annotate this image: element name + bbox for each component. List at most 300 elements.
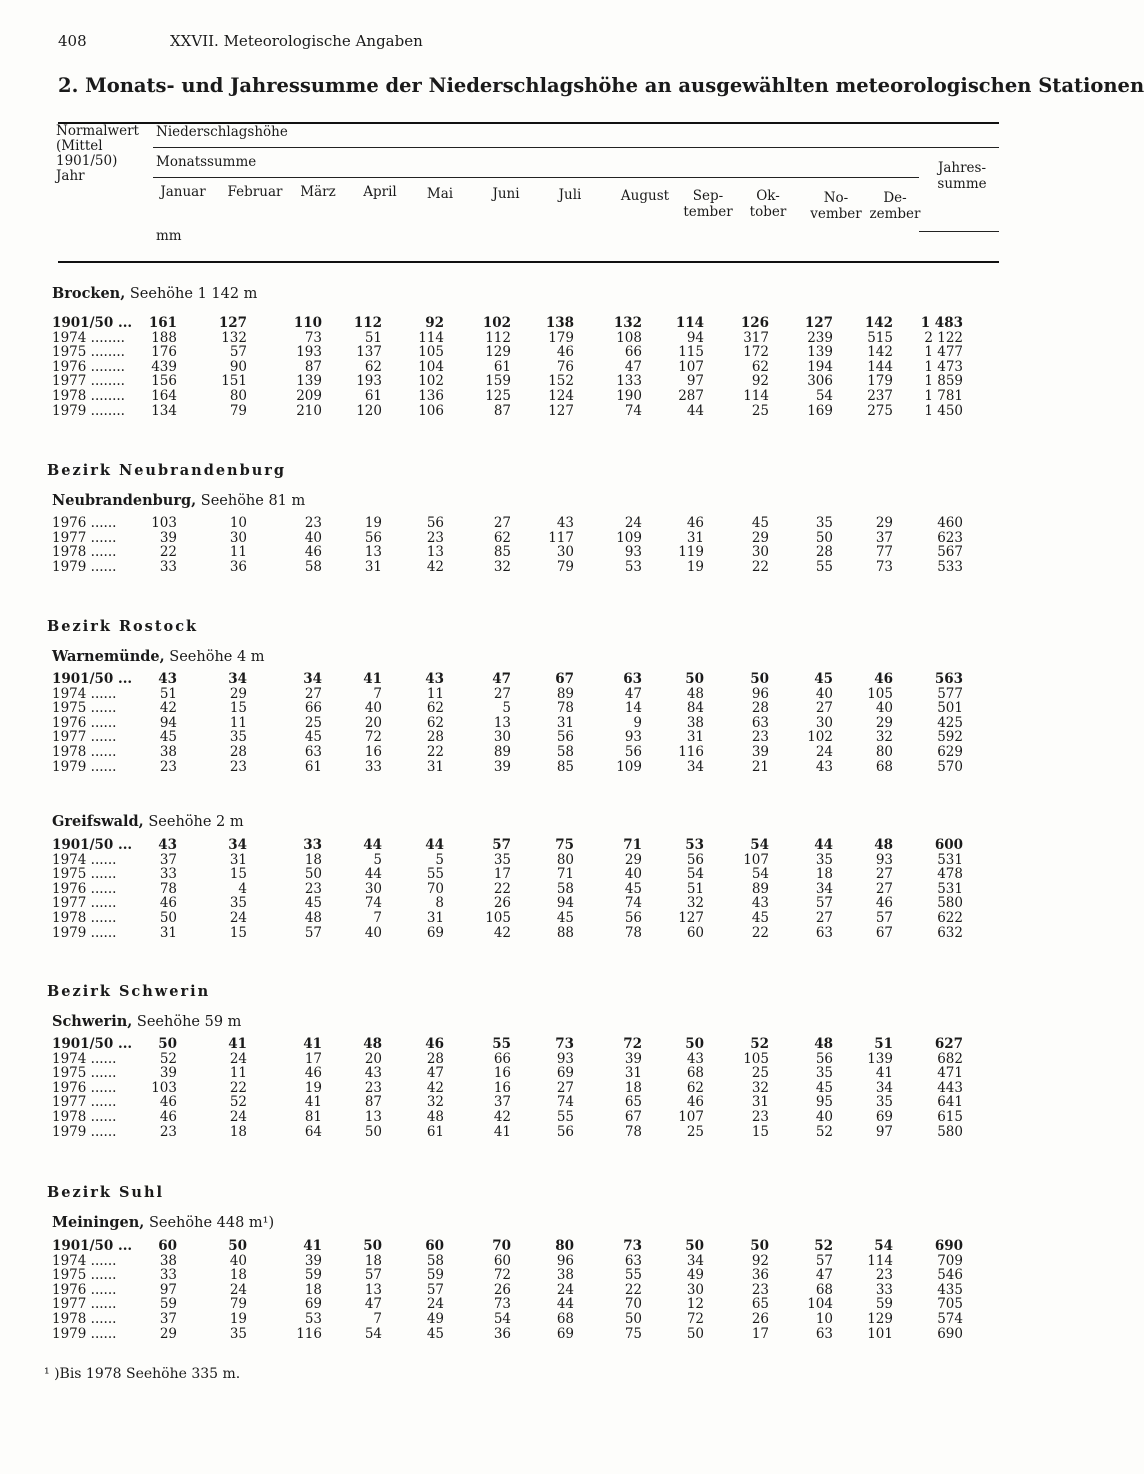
month-value-cell: 45 [624,880,642,897]
month-value-cell: 32 [493,558,511,575]
month-value-cell: 34 [815,880,833,897]
annual-sum-cell: 632 [937,924,963,941]
month-value-cell: 80 [555,1238,574,1254]
month-value-cell: 31 [686,529,704,546]
month-value-cell: 4 [238,880,247,897]
month-value-cell: 31 [624,1065,642,1082]
month-value-cell: 46 [304,544,322,561]
month-value-cell: 29 [875,714,893,731]
annual-sum-cell: 443 [937,1079,963,1096]
month-value-cell: 26 [751,1310,769,1327]
month-value-cell: 39 [304,1252,322,1269]
month-value-cell: 35 [815,515,833,531]
month-value-cell: 144 [867,358,893,375]
month-value-cell: 54 [815,387,833,404]
table-row [52,687,1012,702]
table-row [52,560,1012,575]
month-value-cell: 142 [867,344,893,361]
month-value-cell: 25 [304,714,322,731]
month-value-cell: 29 [229,685,247,702]
month-value-cell: 209 [296,387,322,404]
month-value-cell: 31 [751,1094,769,1111]
month-value-cell: 17 [751,1325,769,1342]
month-value-cell: 57 [815,895,833,912]
month-value-cell: 63 [304,743,322,760]
year-cell: 1976 ...... [52,714,117,731]
year-cell: 1979 ...... [52,558,117,575]
table-row [52,882,1012,897]
month-value-cell: 46 [874,671,893,687]
month-value-cell: 127 [548,402,574,419]
month-value-cell: 159 [485,373,511,390]
month-heading-line: August [620,188,670,204]
month-value-cell: 23 [751,1281,769,1298]
district-heading: Bezirk Neubrandenburg [47,462,287,479]
month-value-cell: 179 [548,329,574,346]
table-row [52,516,1012,531]
station-rows [52,516,1012,574]
month-value-cell: 5 [373,851,382,868]
month-value-cell: 24 [229,1281,247,1298]
month-value-cell: 42 [426,558,444,575]
month-value-cell: 14 [624,700,642,717]
month-value-cell: 112 [485,329,511,346]
month-value-cell: 36 [493,1325,511,1342]
month-value-cell: 73 [304,329,322,346]
month-value-cell: 56 [556,729,574,746]
month-value-cell: 78 [624,924,642,941]
month-value-cell: 90 [229,358,247,375]
month-value-cell: 15 [229,866,247,883]
month-value-cell: 27 [815,700,833,717]
table-row [52,730,1012,745]
rule-group [153,147,999,148]
month-value-cell: 23 [751,729,769,746]
year-cell: 1975 ........ [52,344,125,361]
table-row [52,389,1012,404]
month-value-cell: 37 [493,1094,511,1111]
month-value-cell: 55 [492,1036,511,1052]
month-value-cell: 18 [304,851,322,868]
year-cell: 1977 ...... [52,1094,117,1111]
month-value-cell: 93 [556,1050,574,1067]
year-cell: 1977 ...... [52,729,117,746]
month-value-cell: 23 [304,880,322,897]
month-value-cell: 24 [229,1108,247,1125]
month-value-cell: 33 [159,866,177,883]
month-value-cell: 40 [304,529,322,546]
station-name: Warnemünde, [52,648,165,665]
month-value-cell: 190 [616,387,642,404]
month-heading-line: tember [683,204,733,220]
month-value-cell: 43 [364,1065,382,1082]
month-value-cell: 176 [151,344,177,361]
month-value-cell: 54 [874,1238,893,1254]
month-value-cell: 57 [229,344,247,361]
month-value-cell: 30 [815,714,833,731]
month-value-cell: 237 [867,387,893,404]
month-value-cell: 43 [815,758,833,775]
year-cell: 1978 ...... [52,743,117,760]
month-value-cell: 18 [364,1252,382,1269]
year-cell: 1978 ...... [52,1108,117,1125]
month-value-cell: 26 [493,1281,511,1298]
month-value-cell: 69 [556,1325,574,1342]
month-value-cell: 47 [624,358,642,375]
year-cell: 1979 ........ [52,402,125,419]
month-value-cell: 19 [364,515,382,531]
month-value-cell: 27 [493,685,511,702]
month-value-cell: 109 [616,529,642,546]
month-value-cell: 239 [807,329,833,346]
month-value-cell: 23 [364,1079,382,1096]
station-elevation: Seehöhe 2 m [143,814,244,830]
month-value-cell: 169 [807,402,833,419]
group-heading: Niederschlagshöhe [156,124,288,140]
month-value-cell: 65 [751,1296,769,1313]
table-row [52,1037,1012,1052]
district-heading: Bezirk Rostock [47,618,199,635]
month-value-cell: 47 [492,671,511,687]
month-value-cell: 24 [556,1281,574,1298]
month-value-cell: 129 [485,344,511,361]
month-value-cell: 61 [426,1123,444,1140]
month-value-cell: 42 [426,1079,444,1096]
month-value-cell: 73 [875,558,893,575]
month-value-cell: 193 [356,373,382,390]
month-value-cell: 30 [493,729,511,746]
station-heading [52,1214,274,1231]
month-value-cell: 30 [556,544,574,561]
month-value-cell: 73 [623,1238,642,1254]
month-value-cell: 55 [624,1267,642,1284]
month-value-cell: 67 [555,671,574,687]
month-value-cell: 22 [624,1281,642,1298]
month-value-cell: 39 [159,1065,177,1082]
month-value-cell: 109 [616,758,642,775]
month-value-cell: 13 [364,1281,382,1298]
month-heading-line: März [300,184,336,200]
month-value-cell: 28 [751,700,769,717]
table-row [52,374,1012,389]
annual-heading: Jahres- summe [937,160,987,192]
month-value-cell: 50 [364,1123,382,1140]
month-value-cell: 110 [293,315,322,331]
unit-label: mm [156,228,182,244]
month-value-cell: 8 [435,895,444,912]
month-value-cell: 27 [493,515,511,531]
month-value-cell: 46 [304,1065,322,1082]
year-cell: 1977 ...... [52,895,117,912]
month-value-cell: 87 [493,402,511,419]
annual-sum-cell: 501 [937,700,963,717]
month-value-cell: 20 [364,1050,382,1067]
month-value-cell: 68 [875,758,893,775]
table-row [52,545,1012,560]
month-value-cell: 44 [364,866,382,883]
month-value-cell: 13 [364,544,382,561]
table-row [52,1125,1012,1140]
month-value-cell: 32 [875,729,893,746]
month-value-cell: 60 [158,1238,177,1254]
month-value-cell: 42 [493,924,511,941]
year-cell: 1975 ...... [52,1065,117,1082]
month-value-cell: 56 [556,1123,574,1140]
month-value-cell: 92 [751,373,769,390]
month-value-cell: 48 [814,1036,833,1052]
month-value-cell: 32 [426,1094,444,1111]
month-value-cell: 33 [303,837,322,853]
annual-sum-cell: 600 [934,837,963,853]
month-value-cell: 50 [815,529,833,546]
month-value-cell: 97 [875,1123,893,1140]
month-value-cell: 63 [623,671,642,687]
month-value-cell: 74 [624,402,642,419]
table-row [52,1312,1012,1327]
annual-sum-cell: 580 [937,895,963,912]
table-row [52,1081,1012,1096]
month-value-cell: 19 [229,1310,247,1327]
month-value-cell: 34 [228,671,247,687]
month-value-cell: 114 [743,387,769,404]
month-value-cell: 40 [364,700,382,717]
month-value-cell: 23 [875,1267,893,1284]
month-heading-line: vember [810,206,862,222]
month-value-cell: 63 [624,1252,642,1269]
month-value-cell: 30 [364,880,382,897]
month-value-cell: 70 [492,1238,511,1254]
month-value-cell: 70 [624,1296,642,1313]
month-value-cell: 88 [556,924,574,941]
month-value-cell: 68 [556,1310,574,1327]
month-value-cell: 56 [624,743,642,760]
month-value-cell: 61 [364,387,382,404]
annual-sum-cell: 567 [937,544,963,561]
month-value-cell: 101 [867,1325,893,1342]
month-value-cell: 5 [502,700,511,717]
month-value-cell: 79 [229,402,247,419]
month-value-cell: 46 [159,1108,177,1125]
annual-sum-cell: 570 [937,758,963,775]
month-value-cell: 124 [548,387,574,404]
station-heading [52,492,305,509]
month-value-cell: 45 [159,729,177,746]
month-value-cell: 54 [686,866,704,883]
month-value-cell: 50 [159,909,177,926]
station-heading [52,813,244,830]
month-value-cell: 38 [556,1267,574,1284]
stub-heading: Normalwert (Mittel 1901/50) Jahr [56,123,139,184]
month-value-cell: 107 [678,358,704,375]
month-value-cell: 75 [624,1325,642,1342]
month-value-cell: 44 [686,402,704,419]
month-value-cell: 27 [304,685,322,702]
month-heading-line: Mai [426,186,454,202]
month-value-cell: 66 [624,344,642,361]
table-row [52,745,1012,760]
month-value-cell: 142 [864,315,893,331]
year-cell: 1979 ...... [52,924,117,941]
month-value-cell: 50 [624,1310,642,1327]
annual-sum-cell: 1 473 [924,358,963,375]
month-value-cell: 114 [418,329,444,346]
year-cell: 1975 ...... [52,866,117,883]
annual-sum-cell: 641 [937,1094,963,1111]
month-value-cell: 31 [426,758,444,775]
month-value-cell: 117 [548,529,574,546]
month-value-cell: 50 [685,1036,704,1052]
month-value-cell: 36 [751,1267,769,1284]
month-heading-line: Juli [558,187,582,203]
month-value-cell: 25 [686,1123,704,1140]
month-value-cell: 39 [159,529,177,546]
month-value-cell: 56 [815,1050,833,1067]
table-row [52,1268,1012,1283]
footnote: ¹ )Bis 1978 Seehöhe 335 m. [44,1366,241,1382]
year-cell: 1976 ........ [52,358,125,375]
month-heading [143,184,223,200]
month-value-cell: 24 [229,1050,247,1067]
month-value-cell: 51 [686,880,704,897]
month-value-cell: 31 [159,924,177,941]
month-value-cell: 50 [685,671,704,687]
month-value-cell: 51 [874,1036,893,1052]
month-value-cell: 41 [304,1094,322,1111]
month-value-cell: 29 [159,1325,177,1342]
month-value-cell: 89 [556,685,574,702]
month-value-cell: 34 [303,671,322,687]
year-cell: 1978 ...... [52,909,117,926]
month-value-cell: 9 [633,714,642,731]
month-value-cell: 92 [425,315,444,331]
month-value-cell: 164 [151,387,177,404]
month-value-cell: 46 [556,344,574,361]
month-value-cell: 48 [304,909,322,926]
table-row [52,360,1012,375]
month-value-cell: 59 [304,1267,322,1284]
month-value-cell: 151 [221,373,247,390]
month-value-cell: 31 [364,558,382,575]
month-value-cell: 45 [304,729,322,746]
month-value-cell: 16 [364,743,382,760]
month-value-cell: 28 [229,743,247,760]
month-value-cell: 50 [363,1238,382,1254]
month-value-cell: 31 [556,714,574,731]
annual-sum-cell: 690 [937,1325,963,1342]
month-value-cell: 89 [751,880,769,897]
annual-sum-cell: 580 [937,1123,963,1140]
month-value-cell: 10 [815,1310,833,1327]
annual-sum-cell: 577 [937,685,963,702]
annual-sum-cell: 471 [937,1065,963,1082]
month-value-cell: 27 [556,1079,574,1096]
month-value-cell: 56 [624,909,642,926]
month-value-cell: 107 [678,1108,704,1125]
month-value-cell: 58 [556,743,574,760]
year-cell: 1976 ...... [52,880,117,897]
year-cell: 1901/50 ... [52,671,133,687]
year-cell: 1977 ...... [52,529,117,546]
table-row [52,911,1012,926]
month-value-cell: 18 [229,1267,247,1284]
month-value-cell: 58 [426,1252,444,1269]
station-heading [52,285,257,302]
month-value-cell: 29 [875,515,893,531]
month-heading-line: Sep- [692,188,724,204]
month-value-cell: 33 [875,1281,893,1298]
year-cell: 1974 ...... [52,851,117,868]
month-value-cell: 73 [555,1036,574,1052]
month-value-cell: 49 [426,1310,444,1327]
month-value-cell: 62 [686,1079,704,1096]
table-row [52,1239,1012,1254]
year-cell: 1974 ........ [52,329,125,346]
month-value-cell: 50 [750,671,769,687]
month-value-cell: 60 [686,924,704,941]
month-value-cell: 39 [624,1050,642,1067]
month-value-cell: 46 [686,515,704,531]
month-value-cell: 69 [556,1065,574,1082]
table-row [52,1052,1012,1067]
station-name: Meiningen, [52,1214,145,1231]
month-value-cell: 59 [426,1267,444,1284]
month-heading-line: No- [823,190,849,206]
month-heading-line: Juni [492,186,520,202]
month-value-cell: 138 [545,315,574,331]
table-row [52,926,1012,941]
month-value-cell: 96 [556,1252,574,1269]
month-value-cell: 33 [159,1267,177,1284]
month-value-cell: 75 [555,837,574,853]
month-value-cell: 132 [613,315,642,331]
month-value-cell: 87 [304,358,322,375]
month-value-cell: 53 [304,1310,322,1327]
annual-sum-cell: 435 [937,1281,963,1298]
month-value-cell: 19 [686,558,704,575]
year-cell: 1901/50 ... [52,1036,133,1052]
annual-sum-cell: 531 [937,880,963,897]
month-value-cell: 27 [875,866,893,883]
month-value-cell: 17 [304,1050,322,1067]
month-value-cell: 275 [867,402,893,419]
month-heading-line: tober [749,204,787,220]
month-value-cell: 56 [364,529,382,546]
month-value-cell: 287 [678,387,704,404]
month-value-cell: 18 [304,1281,322,1298]
month-value-cell: 61 [304,758,322,775]
table-row [52,867,1012,882]
month-value-cell: 55 [815,558,833,575]
table-row [52,1066,1012,1081]
month-value-cell: 57 [364,1267,382,1284]
month-value-cell: 27 [815,909,833,926]
month-value-cell: 37 [875,529,893,546]
month-value-cell: 76 [556,358,574,375]
month-value-cell: 30 [751,544,769,561]
month-value-cell: 108 [616,329,642,346]
month-value-cell: 24 [815,743,833,760]
month-value-cell: 56 [686,851,704,868]
month-value-cell: 32 [686,895,704,912]
month-value-cell: 39 [493,758,511,775]
month-value-cell: 134 [151,402,177,419]
month-value-cell: 7 [373,1310,382,1327]
annual-sum-cell: 622 [937,909,963,926]
month-value-cell: 25 [751,402,769,419]
month-value-cell: 54 [750,837,769,853]
month-value-cell: 69 [875,1108,893,1125]
month-value-cell: 30 [229,529,247,546]
